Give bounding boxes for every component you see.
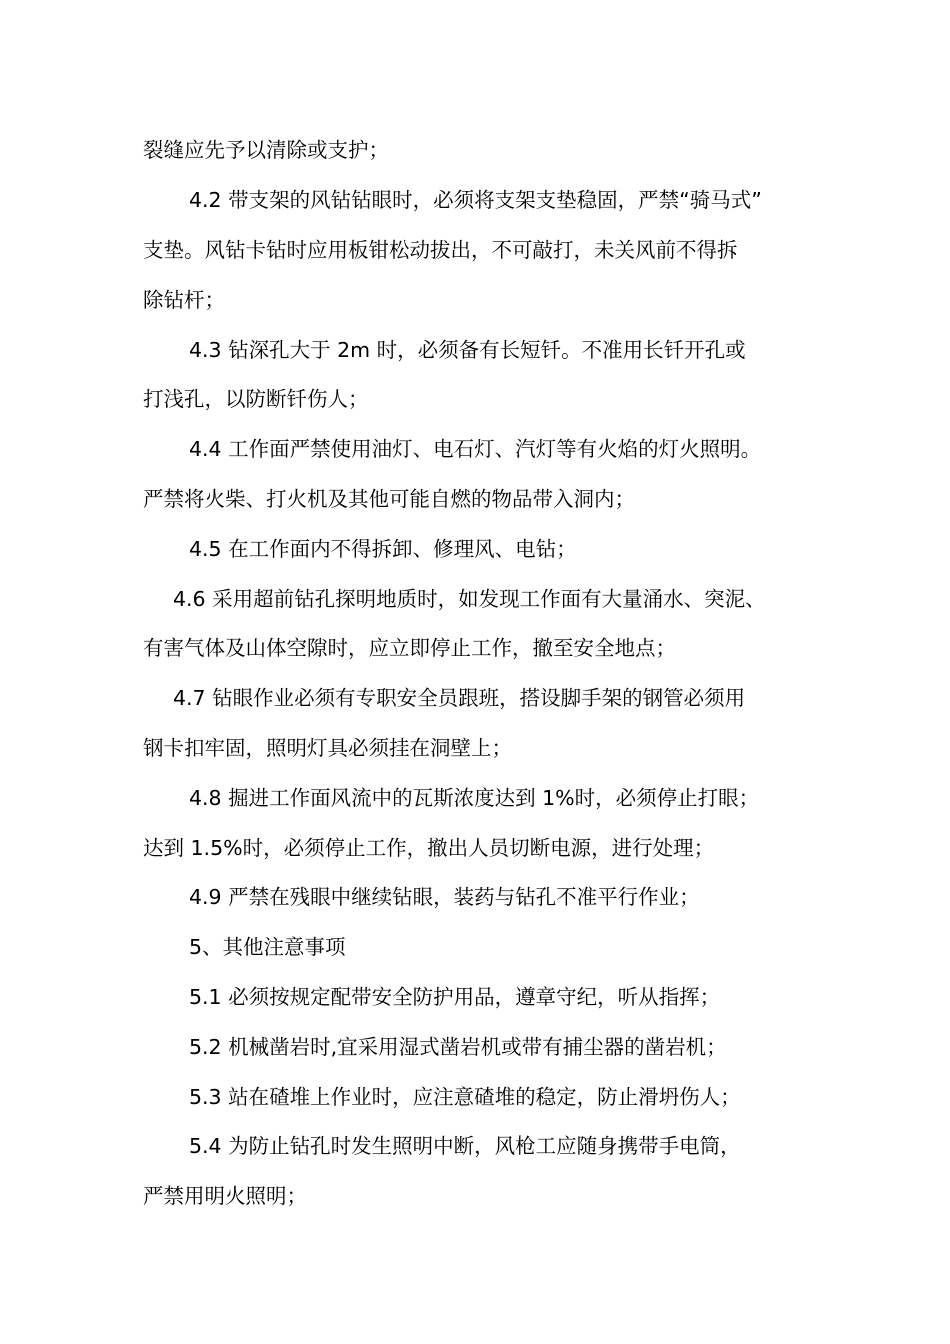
- text-line: 4.8 掘进工作面风流中的瓦斯浓度达到 1%时，必须停止打眼；: [189, 786, 760, 810]
- text-line: 5.4 为防止钻孔时发生照明中断，风枪工应随身携带手电筒，: [189, 1134, 741, 1158]
- section-heading: 5、其他注意事项: [189, 935, 346, 959]
- text-line: 5.1 必须按规定配带安全防护用品，遵章守纪，听从指挥；: [189, 985, 721, 1009]
- text-line: 5.2 机械凿岩时,宜采用湿式凿岩机或带有捕尘器的凿岩机；: [189, 1035, 727, 1059]
- text-line: 4.4 工作面严禁使用油灯、电石灯、汽灯等有火焰的灯火照明。: [189, 437, 762, 461]
- text-line: 4.7 钻眼作业必须有专职安全员跟班，搭设脚手架的钢管必须用: [173, 686, 746, 710]
- text-line: 达到 1.5%时，必须停止工作，撤出人员切断电源，进行处理；: [143, 836, 715, 860]
- text-line: 严禁将火柴、打火机及其他可能自燃的物品带入洞内；: [143, 487, 635, 511]
- text-line: 4.9 严禁在残眼中继续钻眼，装药与钻孔不准平行作业；: [189, 885, 700, 909]
- text-line: 除钻杆；: [143, 288, 225, 312]
- text-line: 4.6 采用超前钻孔探明地质时，如发现工作面有大量涌水、突泥、: [173, 587, 766, 611]
- text-line: 4.2 带支架的风钻钻眼时，必须将支架支垫稳固，严禁“骑马式”: [189, 188, 762, 212]
- text-line: 支垫。风钻卡钻时应用板钳松动拔出，不可敲打，未关风前不得拆: [143, 238, 738, 262]
- text-line: 5.3 站在碴堆上作业时，应注意碴堆的稳定，防止滑坍伤人；: [189, 1085, 741, 1109]
- text-line: 有害气体及山体空隙时，应立即停止工作，撤至安全地点；: [143, 636, 676, 660]
- text-line: 钢卡扣牢固，照明灯具必须挂在洞壁上；: [143, 736, 512, 760]
- text-line: 打浅孔，以防断钎伤人；: [143, 387, 369, 411]
- text-line: 4.3 钻深孔大于 2m 时，必须备有长短钎。不准用长钎开孔或: [189, 338, 746, 362]
- text-line: 4.5 在工作面内不得拆卸、修理风、电钻；: [189, 537, 577, 561]
- text-line: 裂缝应先予以清除或支护；: [143, 138, 389, 162]
- text-line: 严禁用明火照明；: [143, 1184, 307, 1208]
